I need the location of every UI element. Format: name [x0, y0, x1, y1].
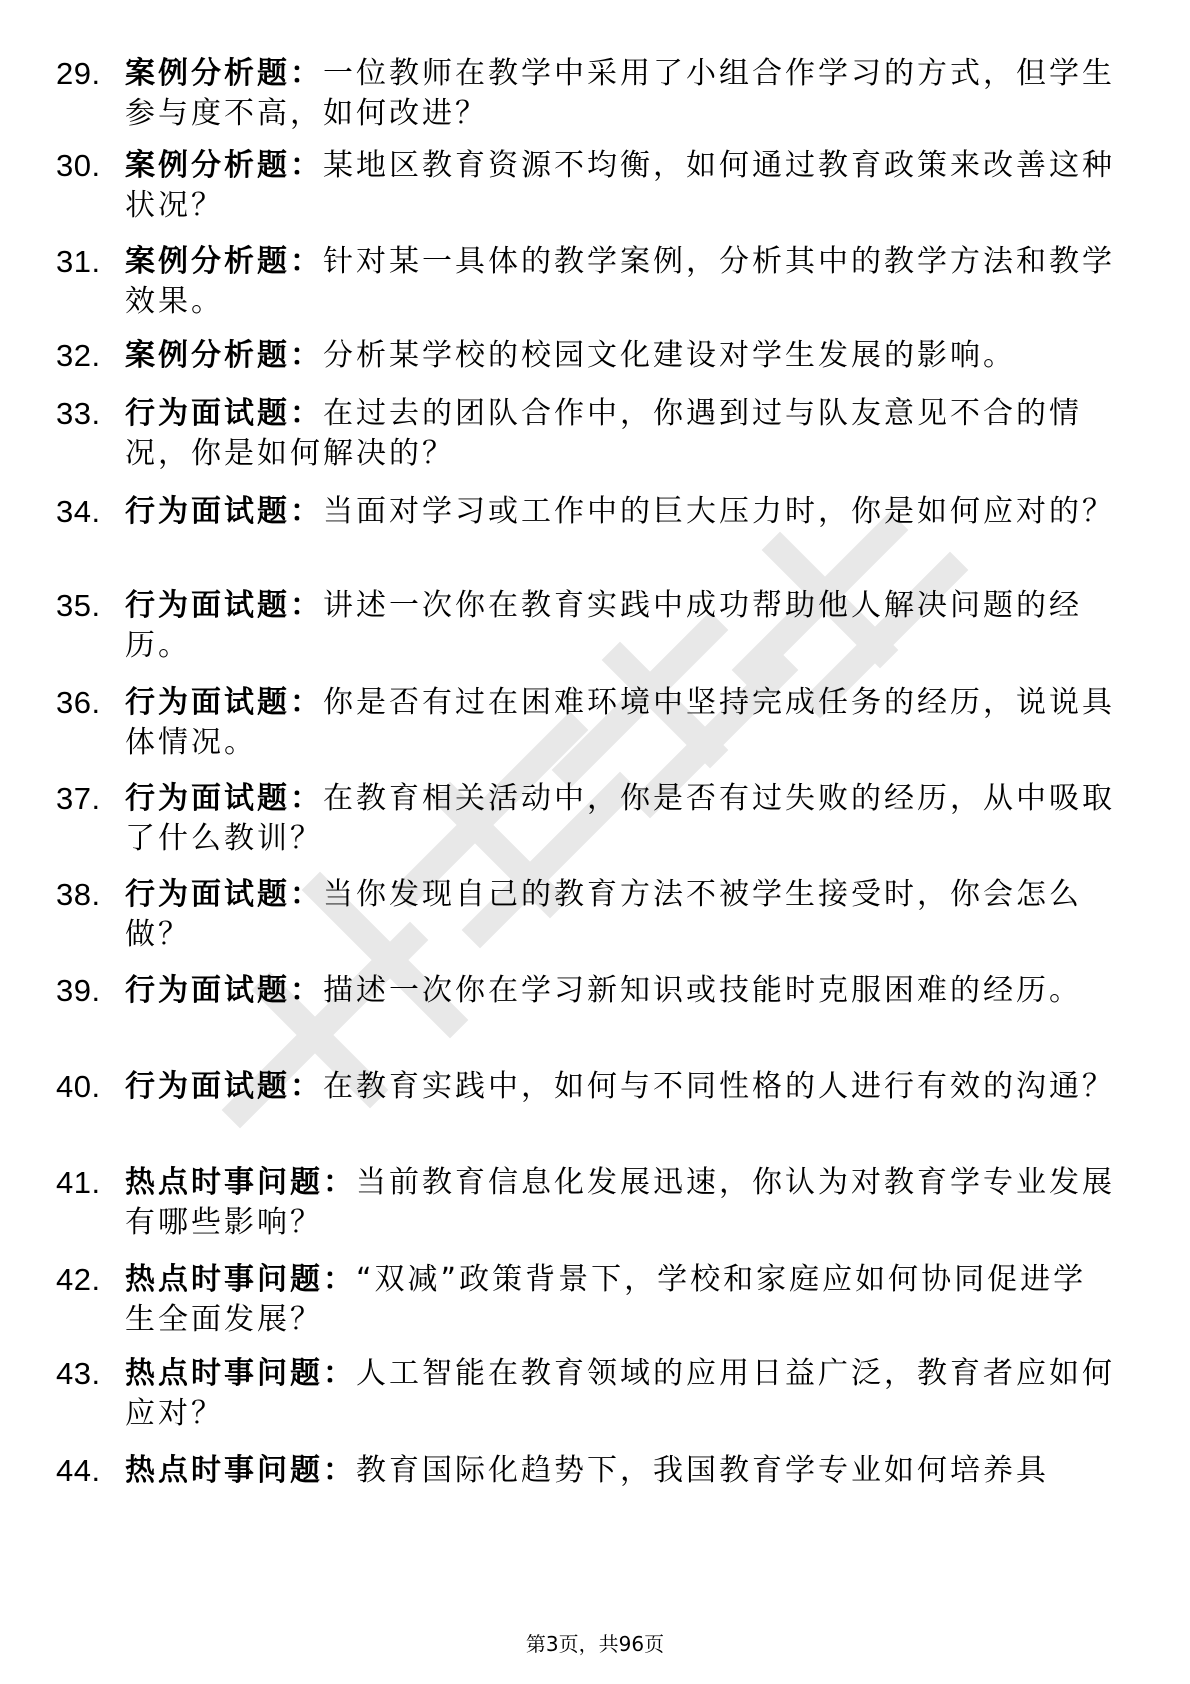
- question-text: [125, 1354, 1115, 1434]
- question-type: 行为面试题：: [125, 781, 323, 816]
- question-text: [125, 146, 1115, 226]
- question-text: [125, 492, 1115, 532]
- question-text: [125, 1260, 1115, 1340]
- question-text: [125, 54, 1115, 134]
- question-number: 44.: [56, 1453, 101, 1488]
- question-number: 29.: [56, 56, 101, 91]
- question-number: 40.: [56, 1069, 101, 1104]
- question-number: 36.: [56, 685, 101, 720]
- question-body: 一位教师在教学中采用了小组合作学习的方式，但学生参与度不高，如何改进？: [125, 56, 1115, 131]
- question-body: 描述一次你在学习新知识或技能时克服困难的经历。: [323, 973, 1082, 1008]
- question-number: 31.: [56, 244, 101, 279]
- question-number: 42.: [56, 1262, 101, 1297]
- question-type: 行为面试题：: [125, 1069, 323, 1104]
- question-type: 案例分析题：: [125, 148, 323, 183]
- question-type: 行为面试题：: [125, 494, 323, 529]
- question-body: 在教育相关活动中，你是否有过失败的经历，从中吸取了什么教训？: [125, 781, 1115, 856]
- question-type: 热点时事问题：: [125, 1356, 356, 1391]
- question-type: 案例分析题：: [125, 244, 323, 279]
- question-type: 行为面试题：: [125, 877, 323, 912]
- question-text: [125, 336, 1115, 376]
- question-body: 在教育实践中，如何与不同性格的人进行有效的沟通？: [323, 1069, 1115, 1104]
- question-body: 针对某一具体的教学案例，分析其中的教学方法和教学效果。: [125, 244, 1115, 319]
- question-text: [125, 875, 1115, 955]
- question-number: 34.: [56, 494, 101, 529]
- question-type: 行为面试题：: [125, 973, 323, 1008]
- question-text: [125, 971, 1115, 1011]
- question-number: 39.: [56, 973, 101, 1008]
- question-body: 当前教育信息化发展迅速，你认为对教育学专业发展有哪些影响？: [125, 1165, 1115, 1240]
- question-body: 讲述一次你在教育实践中成功帮助他人解决问题的经历。: [125, 588, 1082, 663]
- question-type: 案例分析题：: [125, 338, 323, 373]
- question-text: [125, 779, 1115, 859]
- question-number: 37.: [56, 781, 101, 816]
- question-text: [125, 1451, 1115, 1491]
- question-type: 行为面试题：: [125, 396, 323, 431]
- question-number: 30.: [56, 148, 101, 183]
- question-body: 分析某学校的校园文化建设对学生发展的影响。: [323, 338, 1016, 373]
- question-number: 33.: [56, 396, 101, 431]
- question-text: [125, 394, 1115, 474]
- question-text: [125, 586, 1115, 666]
- question-text: [125, 683, 1115, 763]
- question-text: [125, 1067, 1115, 1107]
- question-type: 案例分析题：: [125, 56, 323, 91]
- question-type: 热点时事问题：: [125, 1453, 356, 1488]
- question-number: 32.: [56, 338, 101, 373]
- question-number: 35.: [56, 588, 101, 623]
- question-body: 某地区教育资源不均衡，如何通过教育政策来改善这种状况？: [125, 148, 1115, 223]
- question-number: 43.: [56, 1356, 101, 1391]
- question-text: [125, 1163, 1115, 1243]
- question-body: 人工智能在教育领域的应用日益广泛，教育者应如何应对？: [125, 1356, 1115, 1431]
- question-type: 热点时事问题：: [125, 1165, 356, 1200]
- question-number: 38.: [56, 877, 101, 912]
- question-number: 41.: [56, 1165, 101, 1200]
- question-body: 当面对学习或工作中的巨大压力时，你是如何应对的？: [323, 494, 1115, 529]
- question-body: 你是否有过在困难环境中坚持完成任务的经历，说说具体情况。: [125, 685, 1115, 760]
- question-body: 当你发现自己的教育方法不被学生接受时，你会怎么做？: [125, 877, 1082, 952]
- question-body: 教育国际化趋势下，我国教育学专业如何培养具: [356, 1453, 1049, 1488]
- question-body: 在过去的团队合作中，你遇到过与队友意见不合的情况，你是如何解决的？: [125, 396, 1082, 471]
- question-type: 热点时事问题：: [125, 1262, 356, 1297]
- page-number: 第3页，共96页: [525, 1632, 665, 1656]
- question-body: “双减”政策背景下，学校和家庭应如何协同促进学生全面发展？: [125, 1262, 1087, 1337]
- question-type: 行为面试题：: [125, 685, 323, 720]
- question-type: 行为面试题：: [125, 588, 323, 623]
- question-text: [125, 242, 1115, 322]
